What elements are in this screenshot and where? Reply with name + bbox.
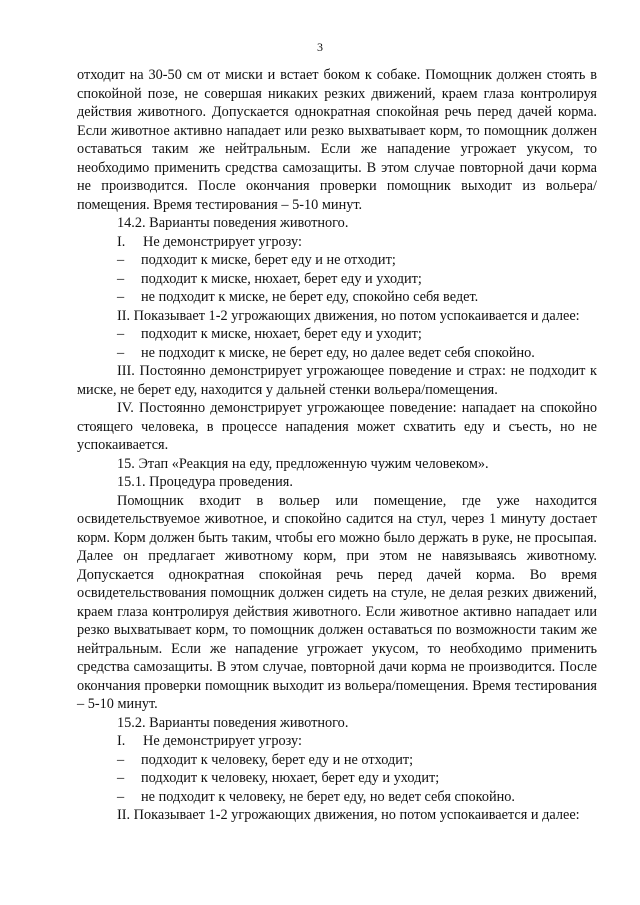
list-item-text: не подходит к человеку, не берет еду, но ведет себя спокойно. — [141, 788, 516, 805]
paragraph: II. Показывает 1-2 угрожающих движения, но потом успокаивается и далее: — [117, 807, 580, 823]
paragraph: 15. Этап «Реакция на еду, предложенную чужим человеком». — [117, 455, 489, 472]
list-dash-marker: – — [117, 770, 125, 786]
list-dash-marker: – — [117, 788, 125, 805]
roman-numeral: I. — [117, 233, 126, 250]
list-item-text: подходит к человеку, нюхает, берет еду и уходит; — [141, 770, 440, 786]
roman-numeral: I. — [117, 733, 126, 749]
paragraph: отходит на 30-50 см от миски и встает боком к собаке. Помощник должен стоять в спокойной позе, не совершая никаких резких движений, краем глаза контролируя действия животного. Допускается однократная спокойная речь перед дачей корма. Если животное активно нападает или резко выхватывает корм, то помощник должен оставаться таким же нейтральным. Если же нападение угрожает укусом, то необходимо применить средства самозащиты. В этом случае повторной дачи корма не производится. После окончания проверки помощник выходит из вольера/помещения. Время тестирования – 5-10 минут. — [77, 67, 597, 213]
paragraph: III. Постоянно демонстрирует угрожающее поведение и страх: не подходит к миске, не берет еду, находится у дальней стенки вольера/помещения. — [77, 363, 597, 398]
paragraph: II. Показывает 1-2 угрожающих движения, но потом успокаивается и далее: — [117, 307, 580, 324]
document-body — [77, 66, 597, 825]
paragraph: IV. Постоянно демонстрирует угрожающее поведение: нападает на спокойно стоящего человека, в процессе нападения может схватить еду и съесть, но не успокаивается. — [77, 400, 597, 453]
roman-list-text: Не демонстрирует угрозу: — [143, 733, 302, 749]
list-dash-marker: – — [117, 751, 125, 768]
paragraph: 14.2. Варианты поведения животного. — [117, 215, 349, 231]
list-item — [77, 270, 597, 289]
list-dash-marker: – — [117, 252, 125, 268]
list-item — [77, 751, 597, 770]
roman-list-heading — [77, 233, 597, 252]
list-item — [77, 325, 597, 344]
list-item — [77, 251, 597, 270]
list-item-text: подходит к миске, нюхает, берет еду и уходит; — [141, 270, 422, 287]
list-item — [77, 344, 597, 363]
paragraph: Помощник входит в вольер или помещение, где уже находится освидетельствуемое животное, и спокойно садится на стул, через 1 минуту достает корм. Корм должен быть таким, чтобы его можно было держать в руке, не просыпая. Далее он предлагает животному корм, при этом не навязываясь животному. Допускается однократная спокойная речь перед дачей корма. Во время освидетельствования помощник должен сидеть на стуле, не делая резких движений, краем глаза контролируя действия животного. Если животное активно нападает или резко выхватывает корм, то помощник должен оставаться по возможности таким же нейтральным. Если же нападение угрожает укусом, то необходимо применить средства самозащиты. В этом случае, повторной дачи корма не производится. После окончания проверки помощник выходит из вольера/помещения. Время тестирования – 5-10 минут. — [77, 492, 597, 712]
list-dash-marker: – — [117, 344, 125, 361]
roman-list-text: Не демонстрирует угрозу: — [143, 233, 302, 250]
list-dash-marker: – — [117, 289, 125, 305]
paragraph: 15.1. Процедура проведения. — [117, 474, 293, 490]
list-item-text: подходит к миске, берет еду и не отходит; — [141, 252, 396, 268]
list-dash-marker: – — [117, 326, 125, 342]
list-item-text: подходит к миске, нюхает, берет еду и уходит; — [141, 326, 422, 342]
page-number: 3 — [317, 40, 323, 54]
list-item — [77, 769, 597, 788]
list-item — [77, 288, 597, 307]
list-item-text: не подходит к миске, не берет еду, но далее ведет себя спокойно. — [141, 344, 535, 361]
roman-list-heading — [77, 732, 597, 751]
list-item-text: не подходит к миске, не берет еду, спокойно себя ведет. — [141, 289, 479, 305]
list-dash-marker: – — [117, 270, 125, 287]
paragraph: 15.2. Варианты поведения животного. — [117, 714, 349, 731]
list-item — [77, 788, 597, 807]
list-item-text: подходит к человеку, берет еду и не отходит; — [141, 751, 414, 768]
